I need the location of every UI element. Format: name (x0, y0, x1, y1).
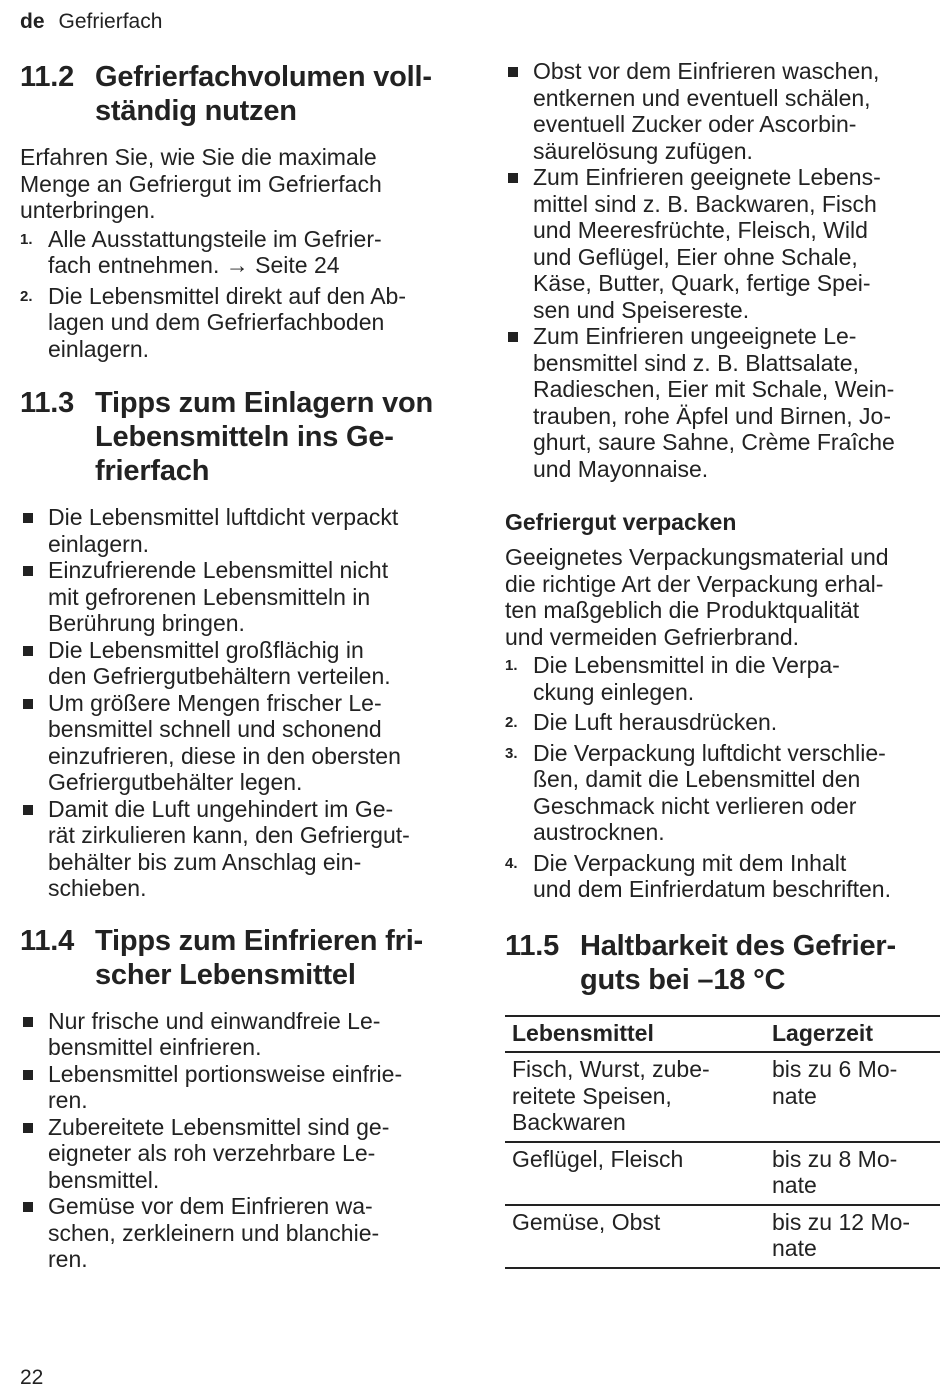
list-item: Lebensmittel portionsweise einfrie- ren. (20, 1061, 465, 1114)
bullets-11-4 (20, 1008, 465, 1273)
storage-time-table (505, 1015, 940, 1269)
bullets-11-4-continued (505, 58, 940, 482)
cell-storage-time: bis zu 8 Mo- nate (765, 1142, 940, 1205)
column-header-food: Lebensmittel (505, 1016, 765, 1053)
step-item: 1. Alle Ausstattungsteile im Gefrier- fach entnehmen. → Seite 24 (20, 225, 382, 278)
column-header-storage-time: Lagerzeit (765, 1016, 940, 1053)
list-item: Einzufrierende Lebensmittel nicht mit gefrorenen Lebensmitteln in Berührung bringen. (20, 557, 465, 637)
language-code: de (20, 10, 45, 33)
steps-11-2 (20, 226, 465, 363)
heading-11-4: 11.4 Tipps zum Einfrieren fri- scher Lebensmittel (20, 924, 424, 991)
page-header (20, 10, 162, 34)
table-row (505, 1142, 940, 1205)
heading-11-2: 11.2 Gefrierfachvolumen voll- ständig nutzen (20, 61, 432, 127)
table-row (505, 1052, 940, 1142)
list-item: Die Lebensmittel großflächig in den Gefriergutbehältern verteilen. (20, 637, 465, 690)
list-item: Nur frische und einwandfreie Le- bensmittel einfrieren. (20, 1008, 465, 1061)
heading-11-5: 11.5 Haltbarkeit des Gefrier- guts bei –18 °C (505, 929, 896, 996)
step-item: 1. Die Lebensmittel in die Verpa- ckung einlegen. (505, 652, 840, 705)
table-row (505, 1205, 940, 1268)
intro-gefriergut-verpacken: Geeignetes Verpackungsmaterial und die richtige Art der Verpackung erhal- ten maßgeblich die Produktqualität und vermeiden Gefrierbrand. (505, 544, 889, 650)
list-item: Zum Einfrieren geeignete Lebens- mittel sind z. B. Backwaren, Fisch und Meeresfrüchte, Fleisch, Wild und Geflügel, Eier ohne Schale, Käse, Butter, Quark, fertige Spei- sen und Speisereste. (505, 164, 940, 323)
list-item: Um größere Mengen frischer Le- bensmittel schnell und schonend einzufrieren, diese in den obersten Gefriergutbehälter legen. (20, 690, 465, 796)
list-item: Gemüse vor dem Einfrieren wa- schen, zerkleinern und blanchie- ren. (20, 1193, 465, 1273)
left-column (20, 60, 465, 1273)
cell-food: Gemüse, Obst (505, 1205, 765, 1268)
list-item: Damit die Luft ungehindert im Ge- rät zirkulieren kann, den Gefriergut- behälter bis zum Anschlag ein- schieben. (20, 796, 465, 902)
step-item: 2. Die Luft herausdrücken. (505, 709, 778, 735)
list-item: Zubereitete Lebensmittel sind ge- eigneter als roh verzehrbare Le- bensmittel. (20, 1114, 465, 1194)
intro-11-2: Erfahren Sie, wie Sie die maximale Menge an Gefriergut im Gefrierfach unterbringen. (20, 144, 382, 223)
page-number: 22 (20, 1366, 44, 1389)
cell-food: Geflügel, Fleisch (505, 1142, 765, 1205)
list-item: Zum Einfrieren ungeeignete Le- bensmittel sind z. B. Blattsalate, Radieschen, Eier mit Schale, Wein- trauben, rohe Äpfel und Birnen, Jo- ghurt, saure Sahne, Crème Fraîche und Mayonnaise. (505, 323, 940, 482)
table-header-row (505, 1016, 940, 1053)
right-column (505, 58, 940, 1269)
step-item: 4. Die Verpackung mit dem Inhalt und dem Einfrierdatum beschriften. (505, 849, 891, 902)
heading-11-3: 11.3 Tipps zum Einlagern von Lebensmitteln ins Ge- frierfach (20, 387, 434, 487)
header-section: Gefrierfach (58, 10, 163, 33)
cell-storage-time: bis zu 6 Mo- nate (765, 1052, 940, 1142)
cell-storage-time: bis zu 12 Mo- nate (765, 1205, 940, 1268)
list-item: Obst vor dem Einfrieren waschen, entkernen und eventuell schälen, eventuell Zucker oder Ascorbin- säurelösung zufügen. (505, 58, 940, 164)
bullets-11-3 (20, 504, 465, 902)
step-item: 2. Die Lebensmittel direkt auf den Ab- lagen und dem Gefrierfachboden einlagern. (20, 282, 406, 362)
list-item: Die Lebensmittel luftdicht verpackt einlagern. (20, 504, 465, 557)
steps-gefriergut-verpacken (505, 652, 940, 903)
cell-food: Fisch, Wurst, zube- reitete Speisen, Backwaren (505, 1052, 765, 1142)
step-item: 3. Die Verpackung luftdicht verschlie- ßen, damit die Lebensmittel den Geschmack nicht verlieren oder austrocknen. (505, 739, 886, 845)
subheading-gefriergut-verpacken: Gefriergut verpacken (505, 509, 737, 535)
